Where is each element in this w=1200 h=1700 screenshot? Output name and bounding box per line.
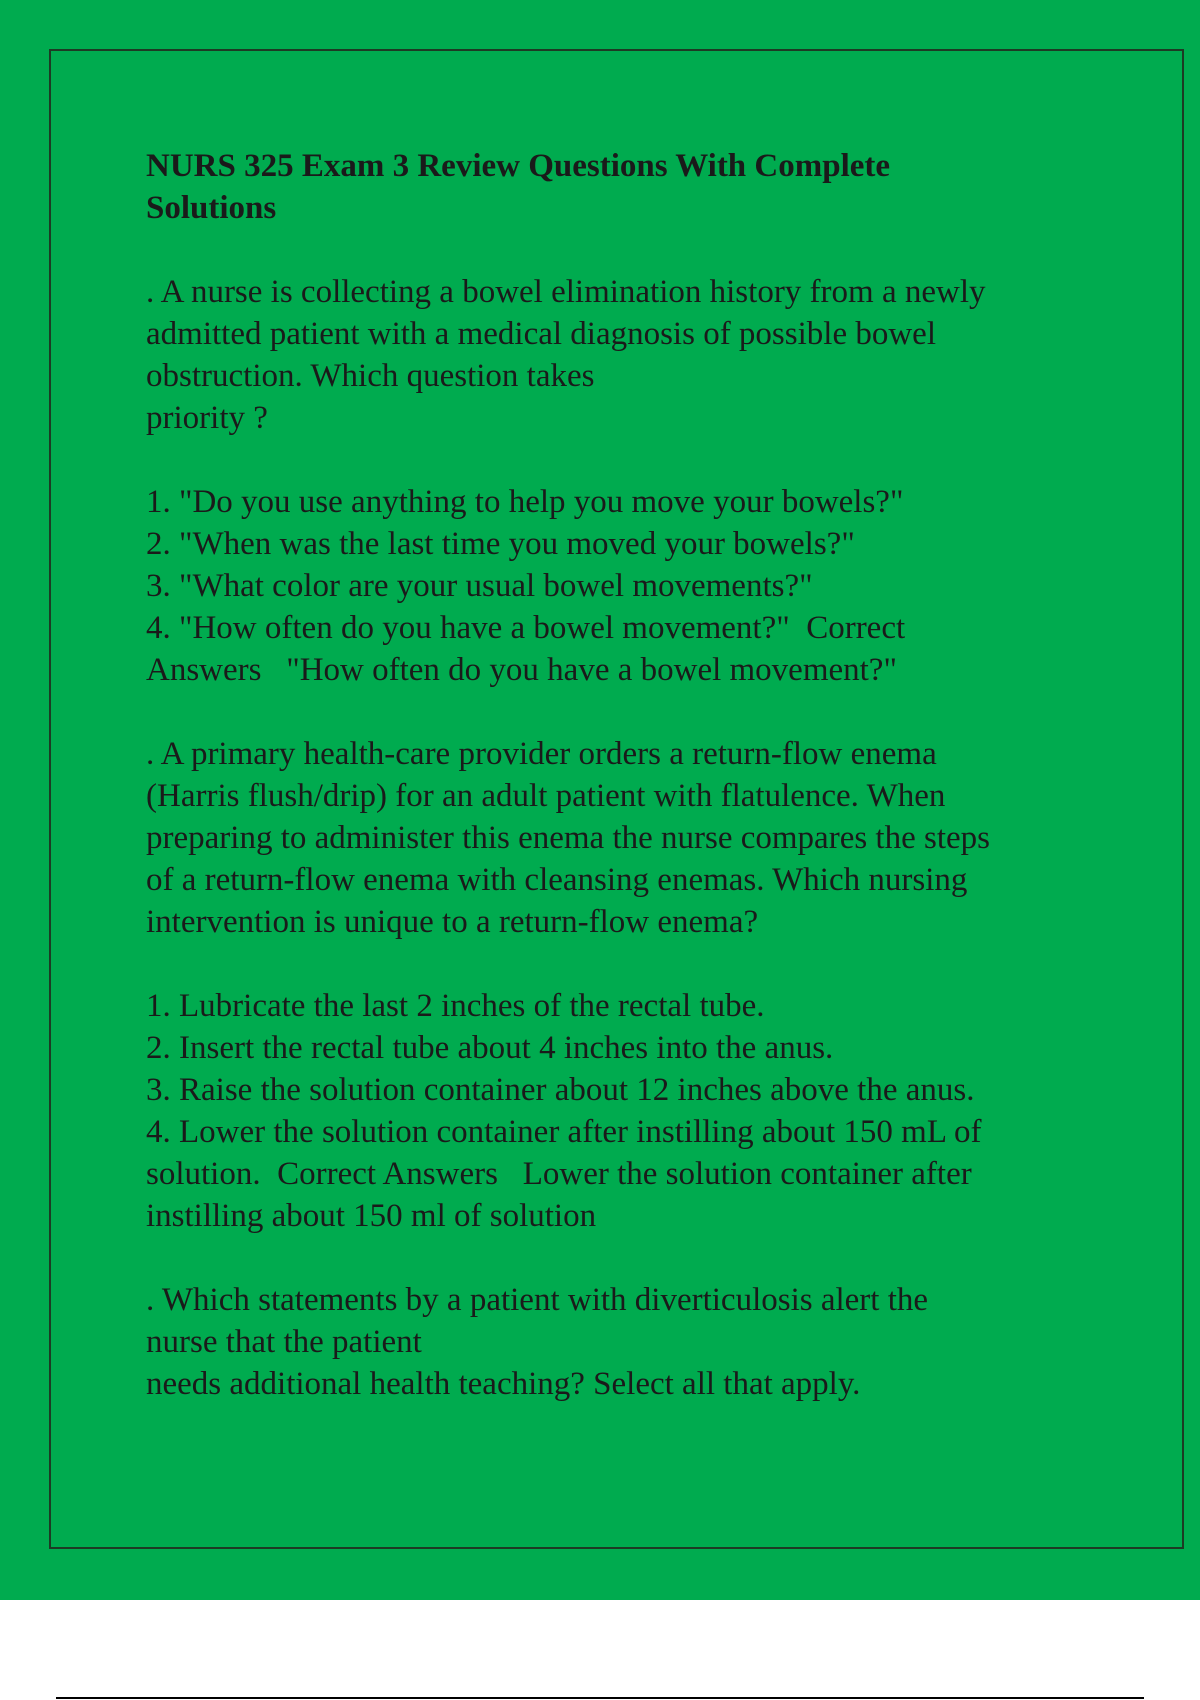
option-line: 2. Insert the rectal tube about 4 inches into the anus. <box>146 1030 834 1066</box>
option-line: 1. Lubricate the last 2 inches of the rectal tube. <box>146 988 765 1024</box>
option-line: 1. "Do you use anything to help you move your bowels?" <box>146 484 904 520</box>
question-stem-line: of a return-flow enema with cleansing enemas. Which nursing <box>146 862 968 898</box>
question-stem-line: admitted patient with a medical diagnosis of possible bowel <box>146 316 937 352</box>
question-stem-line: intervention is unique to a return-flow enema? <box>146 904 759 940</box>
option-line: 3. "What color are your usual bowel movements?" <box>146 568 813 604</box>
question-stem-line: needs additional health teaching? Select all that apply. <box>146 1366 861 1402</box>
answer-line: solution. Correct Answers Lower the solution container after <box>146 1156 972 1192</box>
option-line: 4. "How often do you have a bowel movement?" Correct <box>146 610 906 646</box>
question-stem-line: priority ? <box>146 400 268 436</box>
title-line: NURS 325 Exam 3 Review Questions With Complete <box>146 148 891 184</box>
answer-line: Answers "How often do you have a bowel movement?" <box>146 652 897 688</box>
title-line: Solutions <box>146 190 277 226</box>
document-content <box>146 145 1096 1447</box>
question-stem-line: (Harris flush/drip) for an adult patient with flatulence. When <box>146 778 946 814</box>
question-1-options <box>146 481 1096 691</box>
question-stem-line: . Which statements by a patient with diverticulosis alert the <box>146 1282 929 1318</box>
footer-divider <box>56 1697 1144 1699</box>
question-3-stem <box>146 1279 1096 1405</box>
question-stem-line: obstruction. Which question takes <box>146 358 595 394</box>
question-stem-line: preparing to administer this enema the nurse compares the steps <box>146 820 990 856</box>
answer-line: instilling about 150 ml of solution <box>146 1198 597 1234</box>
question-2-options <box>146 985 1096 1237</box>
question-2-stem <box>146 733 1096 943</box>
question-stem-line: . A primary health-care provider orders a return-flow enema <box>146 736 937 772</box>
question-stem-line: nurse that the patient <box>146 1324 422 1360</box>
option-line: 3. Raise the solution container about 12 inches above the anus. <box>146 1072 975 1108</box>
document-title <box>146 145 1096 229</box>
option-line: 4. Lower the solution container after instilling about 150 mL of <box>146 1114 982 1150</box>
option-line: 2. "When was the last time you moved your bowels?" <box>146 526 855 562</box>
question-stem-line: . A nurse is collecting a bowel elimination history from a newly <box>146 274 986 310</box>
question-1-stem <box>146 271 1096 439</box>
